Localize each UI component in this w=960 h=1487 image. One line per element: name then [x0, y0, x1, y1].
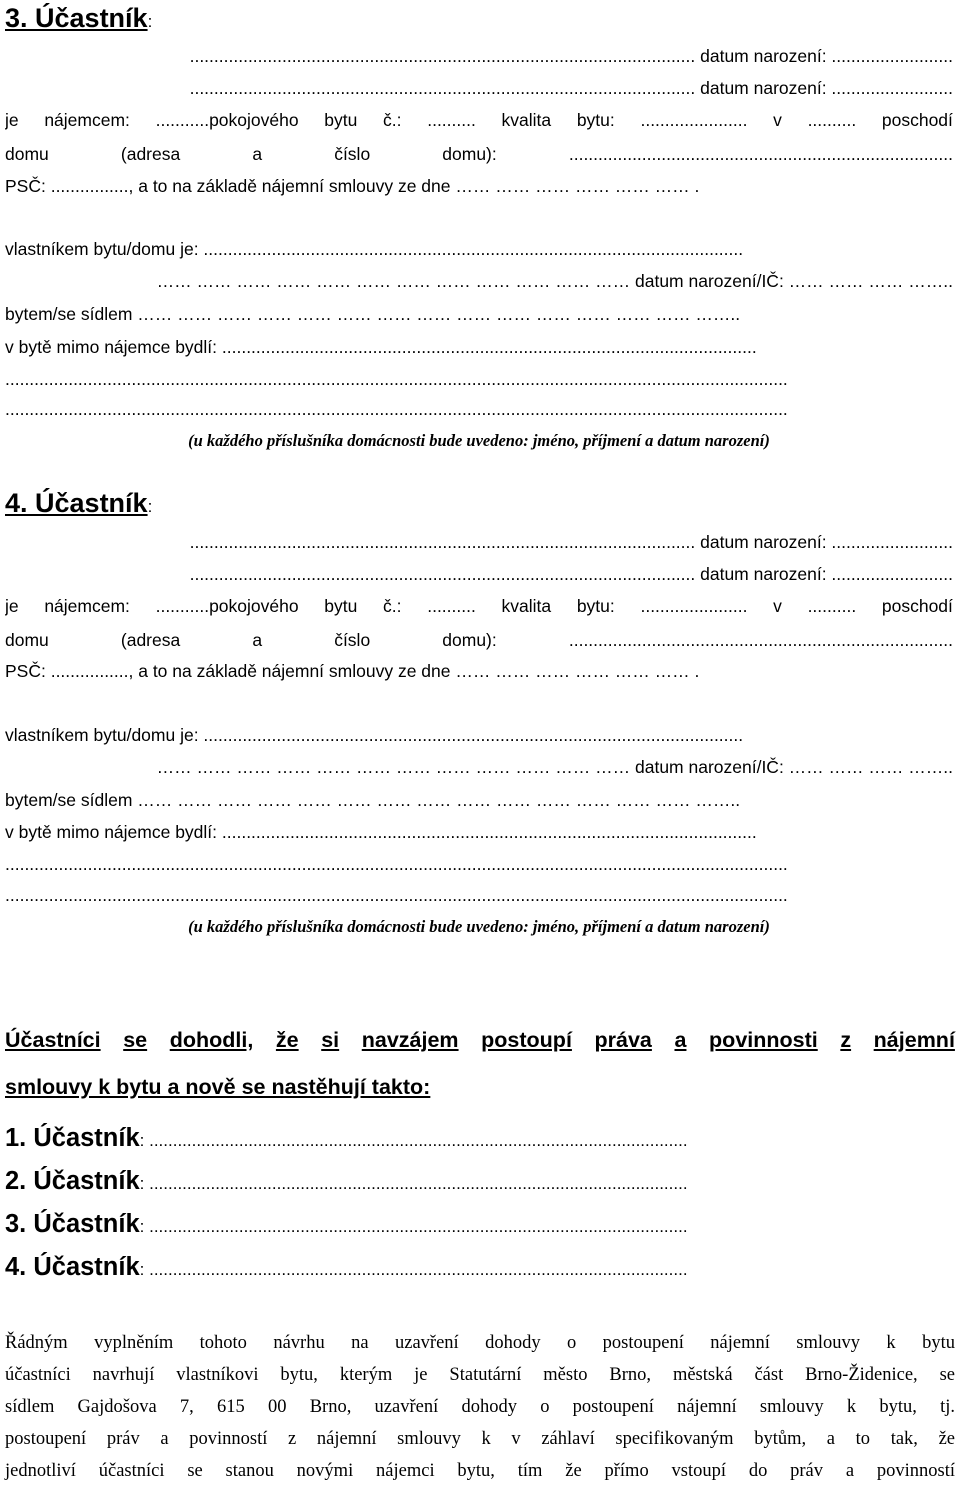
- section-3-heading: [5, 2, 152, 38]
- closing-line-2: účastníci navrhují vlastníkovi bytu, kterým je Statutární město Brno, městská část Brno-Židenice, se: [5, 1365, 955, 1385]
- word: ...........pokojového: [155, 596, 299, 616]
- section-4-title: 4. Účastník: [5, 488, 148, 518]
- word: poschodí: [881, 110, 953, 130]
- s4-birthdate-line-2[interactable]: ........................................................................................................ datum narození: .........................: [189, 564, 953, 584]
- word: nájemcem:: [44, 596, 130, 616]
- word: práva: [594, 1028, 652, 1052]
- word: ...............................................................................: [568, 144, 953, 164]
- word: poschodí: [881, 596, 953, 616]
- word: ..........: [807, 110, 857, 130]
- closing-line-1: Řádným vyplněním tohoto návrhu na uzavření dohody o postoupení nájemní smlouvy k bytu: [5, 1333, 955, 1353]
- s4-postcode-line[interactable]: PSČ: ................, a to na základě nájemní smlouvy ze dne …… …… …… …… …… …… .: [5, 661, 700, 681]
- word: je: [5, 596, 19, 616]
- section-3-colon: :: [147, 12, 153, 31]
- participant-3-row[interactable]: [5, 1208, 955, 1243]
- word: domu):: [442, 144, 497, 164]
- closing-line-3: sídlem Gajdošova 7, 615 00 Brno, uzavření dohody o postoupení nájemní smlouvy k bytu, tj.: [5, 1397, 955, 1417]
- s4-household-line[interactable]: v bytě mimo nájemce bydlí: ..............................................................................................................: [5, 822, 757, 842]
- participant-1-row[interactable]: [5, 1122, 955, 1157]
- agreement-statement-line-2: smlouvy k bytu a nově se nastěhují takto:: [5, 1075, 431, 1099]
- section-4-heading: [5, 487, 152, 523]
- word: a: [252, 144, 263, 164]
- word: ...........pokojového: [155, 110, 299, 130]
- participant-3-label: 3. Účastník: [5, 1210, 140, 1238]
- word: se: [123, 1028, 148, 1052]
- participant-2-row[interactable]: [5, 1165, 955, 1200]
- s3-household-line-2[interactable]: .................................................................................................................................................................: [5, 369, 788, 389]
- word: ...............................................................................: [568, 630, 953, 650]
- word: číslo: [334, 630, 371, 650]
- word: z: [840, 1028, 852, 1052]
- s3-address-line[interactable]: [5, 142, 953, 166]
- participant-4-label: 4. Účastník: [5, 1253, 140, 1281]
- word: povinnosti: [709, 1028, 818, 1052]
- word: bytu: [324, 110, 358, 130]
- s3-birthdate-line-2[interactable]: ........................................................................................................ datum narození: .........................: [189, 78, 953, 98]
- participant-4-fill[interactable]: : ..................................................................................................................: [139, 1260, 688, 1279]
- word: dohodli,: [169, 1028, 254, 1052]
- word: (adresa: [120, 144, 181, 164]
- section-4-colon: :: [147, 497, 153, 516]
- word: v: [773, 596, 782, 616]
- word: č.:: [383, 596, 402, 616]
- word: domu: [5, 630, 49, 650]
- s4-tenant-line[interactable]: [5, 594, 953, 618]
- s4-household-line-2[interactable]: .................................................................................................................................................................: [5, 854, 788, 874]
- s3-owner-line[interactable]: vlastníkem bytu/domu je: ...............................................................................................................: [5, 239, 744, 259]
- word: a: [674, 1028, 687, 1052]
- s3-household-line[interactable]: v bytě mimo nájemce bydlí: ..............................................................................................................: [5, 337, 757, 357]
- word: ......................: [640, 596, 748, 616]
- participant-2-fill[interactable]: : ..................................................................................................................: [139, 1174, 688, 1193]
- word: si: [321, 1028, 340, 1052]
- participant-2-label: 2. Účastník: [5, 1167, 140, 1195]
- s3-tenant-line[interactable]: [5, 108, 953, 132]
- closing-line-5: jednotliví účastníci se stanou novými nájemci bytu, tím že přímo vstoupí do práv a povinností: [5, 1461, 955, 1481]
- closing-line-4: postoupení práv a povinností z nájemní smlouvy k v záhlaví specifikovaným bytům, a to tak, že: [5, 1429, 955, 1449]
- closing-paragraph: [5, 1327, 955, 1487]
- word: (adresa: [120, 630, 181, 650]
- word: kvalita: [501, 596, 552, 616]
- s4-household-line-3[interactable]: .................................................................................................................................................................: [5, 885, 788, 905]
- word: navzájem: [361, 1028, 459, 1052]
- participant-3-fill[interactable]: : ..................................................................................................................: [139, 1217, 688, 1236]
- word: nájemní: [873, 1028, 955, 1052]
- s4-household-note: (u každého příslušníka domácnosti bude uvedeno: jméno, příjmení a datum narození): [188, 917, 770, 936]
- s3-postcode-line[interactable]: PSČ: ................, a to na základě nájemní smlouvy ze dne …… …… …… …… …… …… .: [5, 176, 700, 196]
- s3-seat-line[interactable]: bytem/se sídlem …… …… …… …… …… …… …… …… …… …… …… …… …… …… ……..: [5, 304, 741, 324]
- word: bytu:: [576, 110, 615, 130]
- s4-owner-id-line[interactable]: …… …… …… …… …… …… …… …… …… …… …… …… datum narození/IČ: …… …… …… ……..: [156, 757, 953, 777]
- word: číslo: [334, 144, 371, 164]
- agreement-statement-line-1: [5, 1026, 955, 1054]
- word: Účastníci: [5, 1028, 101, 1052]
- word: ..........: [807, 596, 857, 616]
- word: domu: [5, 144, 49, 164]
- word: č.:: [383, 110, 402, 130]
- word: bytu:: [576, 596, 615, 616]
- word: že: [275, 1028, 299, 1052]
- word: postoupí: [481, 1028, 572, 1052]
- section-3-title: 3. Účastník: [5, 3, 148, 33]
- word: ..........: [427, 596, 476, 616]
- word: v: [773, 110, 782, 130]
- word: a: [252, 630, 263, 650]
- s4-address-line[interactable]: [5, 628, 953, 652]
- s4-seat-line[interactable]: bytem/se sídlem …… …… …… …… …… …… …… …… …… …… …… …… …… …… ……..: [5, 790, 741, 810]
- word: ..........: [427, 110, 476, 130]
- s4-owner-line[interactable]: vlastníkem bytu/domu je: ...............................................................................................................: [5, 725, 744, 745]
- word: ......................: [640, 110, 748, 130]
- participant-4-row[interactable]: [5, 1251, 955, 1286]
- word: domu):: [442, 630, 497, 650]
- word: bytu: [324, 596, 358, 616]
- participant-1-fill[interactable]: : ..................................................................................................................: [139, 1131, 688, 1150]
- s3-owner-id-line[interactable]: …… …… …… …… …… …… …… …… …… …… …… …… datum narození/IČ: …… …… …… ……..: [156, 271, 953, 291]
- participant-1-label: 1. Účastník: [5, 1124, 140, 1152]
- s3-birthdate-line-1[interactable]: ........................................................................................................ datum narození: .........................: [189, 46, 953, 66]
- word: nájemcem:: [44, 110, 130, 130]
- s4-birthdate-line-1[interactable]: ........................................................................................................ datum narození: .........................: [189, 532, 953, 552]
- word: kvalita: [501, 110, 552, 130]
- word: je: [5, 110, 19, 130]
- s3-household-note: (u každého příslušníka domácnosti bude uvedeno: jméno, příjmení a datum narození): [188, 431, 770, 450]
- s3-household-line-3[interactable]: .................................................................................................................................................................: [5, 399, 788, 419]
